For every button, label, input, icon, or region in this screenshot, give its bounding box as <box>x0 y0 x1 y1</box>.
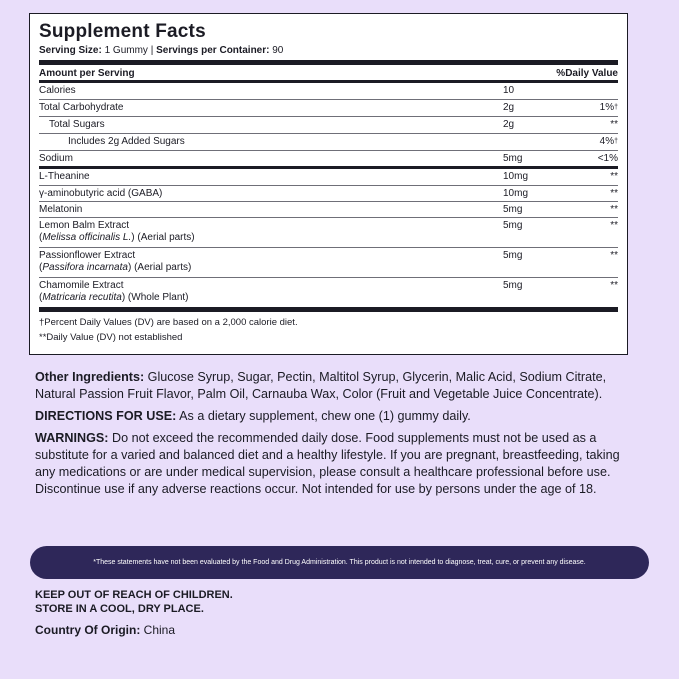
other-ingredients-label: Other Ingredients: <box>35 370 145 384</box>
row-dv-mark: † <box>614 138 618 145</box>
row-dv-value: 4% <box>599 136 615 147</box>
directions <box>35 408 635 425</box>
row-name: Total Sugars <box>49 119 105 130</box>
table-row <box>39 247 618 277</box>
table-row <box>39 201 618 217</box>
serving-size-value: 1 Gummy <box>104 45 148 56</box>
supplement-facts-panel <box>29 13 628 355</box>
row-name: Passionflower Extract <box>39 250 136 261</box>
store-cool-dry: STORE IN A COOL, DRY PLACE. <box>35 603 204 615</box>
row-dv-mark: † <box>614 104 618 111</box>
dv-header: %Daily Value <box>556 68 618 79</box>
row-part: (Aerial parts) <box>131 262 192 273</box>
directions-label: DIRECTIONS FOR USE: <box>35 408 177 423</box>
row-part: (Whole Plant) <box>125 292 189 303</box>
row-amount: 5mg <box>503 204 523 215</box>
row-name: Lemon Balm Extract <box>39 220 130 231</box>
row-amount: 5mg <box>503 280 523 291</box>
other-ingredients-text: Glucose Syrup, Sugar, Pectin, Maltitol Syrup, Glycerin, Malic Acid, Sodium Citrate, Natural Passion Fruit Flavor, Palm Oil, Carnauba Wax, Color (Fruit and Vegetable Juice Concentrate). <box>35 370 607 401</box>
row-amount: 5mg <box>503 220 523 231</box>
row-source: (Matricaria recutita) (Whole Plant) <box>39 292 189 303</box>
row-name: Total Carbohydrate <box>39 102 124 113</box>
table-row <box>39 277 618 307</box>
row-latin-name: Matricaria recutita <box>42 292 122 303</box>
servings-label: Servings per Container: <box>156 45 270 56</box>
label-text <box>35 369 635 503</box>
row-name: Sodium <box>39 153 73 164</box>
row-amount: 10 <box>503 85 515 96</box>
row-source: (Passifora incarnata) (Aerial parts) <box>39 262 192 273</box>
row-dv: ** <box>610 119 618 130</box>
row-name: Melatonin <box>39 204 83 215</box>
row-name: L-Theanine <box>39 171 90 182</box>
row-name: Calories <box>39 85 76 96</box>
footnote-dv: †Percent Daily Values (DV) are based on a 2,000 calorie diet. <box>39 317 298 328</box>
origin-value: China <box>140 623 176 637</box>
origin-label: Country Of Origin: <box>35 623 141 637</box>
row-amount: 10mg <box>503 188 529 199</box>
table-header <box>39 65 618 80</box>
row-dv <box>600 136 618 148</box>
table-row <box>39 99 618 116</box>
row-dv: ** <box>610 188 618 199</box>
fda-disclaimer: *These statements have not been evaluated by the Food and Drug Administration. This product is not intended to diagnose, treat, cure, or prevent any disease. <box>30 546 649 579</box>
table-row <box>39 150 618 166</box>
row-amount: 10mg <box>503 171 529 182</box>
row-part: (Aerial parts) <box>134 232 195 243</box>
row-amount: 2g <box>503 102 515 113</box>
warnings <box>35 430 635 497</box>
footnote-not-established: **Daily Value (DV) not established <box>39 332 183 343</box>
footnotes <box>39 312 618 345</box>
servings-value: 90 <box>272 45 284 56</box>
row-dv-value: 1% <box>599 102 615 113</box>
amount-header: Amount per Serving <box>39 68 135 79</box>
table-row <box>39 169 618 185</box>
country-of-origin <box>35 623 175 637</box>
row-dv <box>600 102 618 114</box>
row-latin-name: Melissa officinalis L. <box>42 232 132 243</box>
row-amount: 5mg <box>503 153 523 164</box>
row-name: Includes 2g Added Sugars <box>68 136 185 147</box>
serving-separator: | <box>150 45 157 56</box>
other-ingredients <box>35 369 635 403</box>
serving-size-label: Serving Size: <box>39 45 102 56</box>
row-dv: ** <box>610 280 618 291</box>
row-amount: 2g <box>503 119 515 130</box>
table-row <box>39 116 618 133</box>
row-dv: ** <box>610 171 618 182</box>
table-row <box>39 217 618 247</box>
storage-instructions <box>35 588 233 616</box>
warnings-label: WARNINGS: <box>35 431 109 446</box>
row-source: (Melissa officinalis L.) (Aerial parts) <box>39 232 195 243</box>
table-row <box>39 185 618 201</box>
row-dv: <1% <box>597 153 618 164</box>
row-dv: ** <box>610 220 618 231</box>
keep-out-of-reach: KEEP OUT OF REACH OF CHILDREN. <box>35 589 233 601</box>
row-name: γ-aminobutyric acid (GABA) <box>39 188 163 199</box>
table-row <box>39 133 618 150</box>
row-latin-name: Passifora incarnata <box>42 262 128 273</box>
row-dv: ** <box>610 250 618 261</box>
row-name: Chamomile Extract <box>39 280 124 291</box>
facts-title: Supplement Facts <box>39 21 206 42</box>
row-amount: 5mg <box>503 250 523 261</box>
row-dv: ** <box>610 204 618 215</box>
serving-info <box>39 44 618 57</box>
directions-text: As a dietary supplement, chew one (1) gummy daily. <box>176 408 471 423</box>
table-row <box>39 83 618 99</box>
warnings-text: Do not exceed the recommended daily dose. Food supplements must not be used as a substitute for a varied and balanced diet and a healthy lifestyle. If you are pregnant, breastfeeding, taking any medications or are under medical supervision, please consult a healthcare professional before use. Discontinue use if any adverse reactions occur. Not intended for use by persons under the age of 18. <box>35 431 620 496</box>
